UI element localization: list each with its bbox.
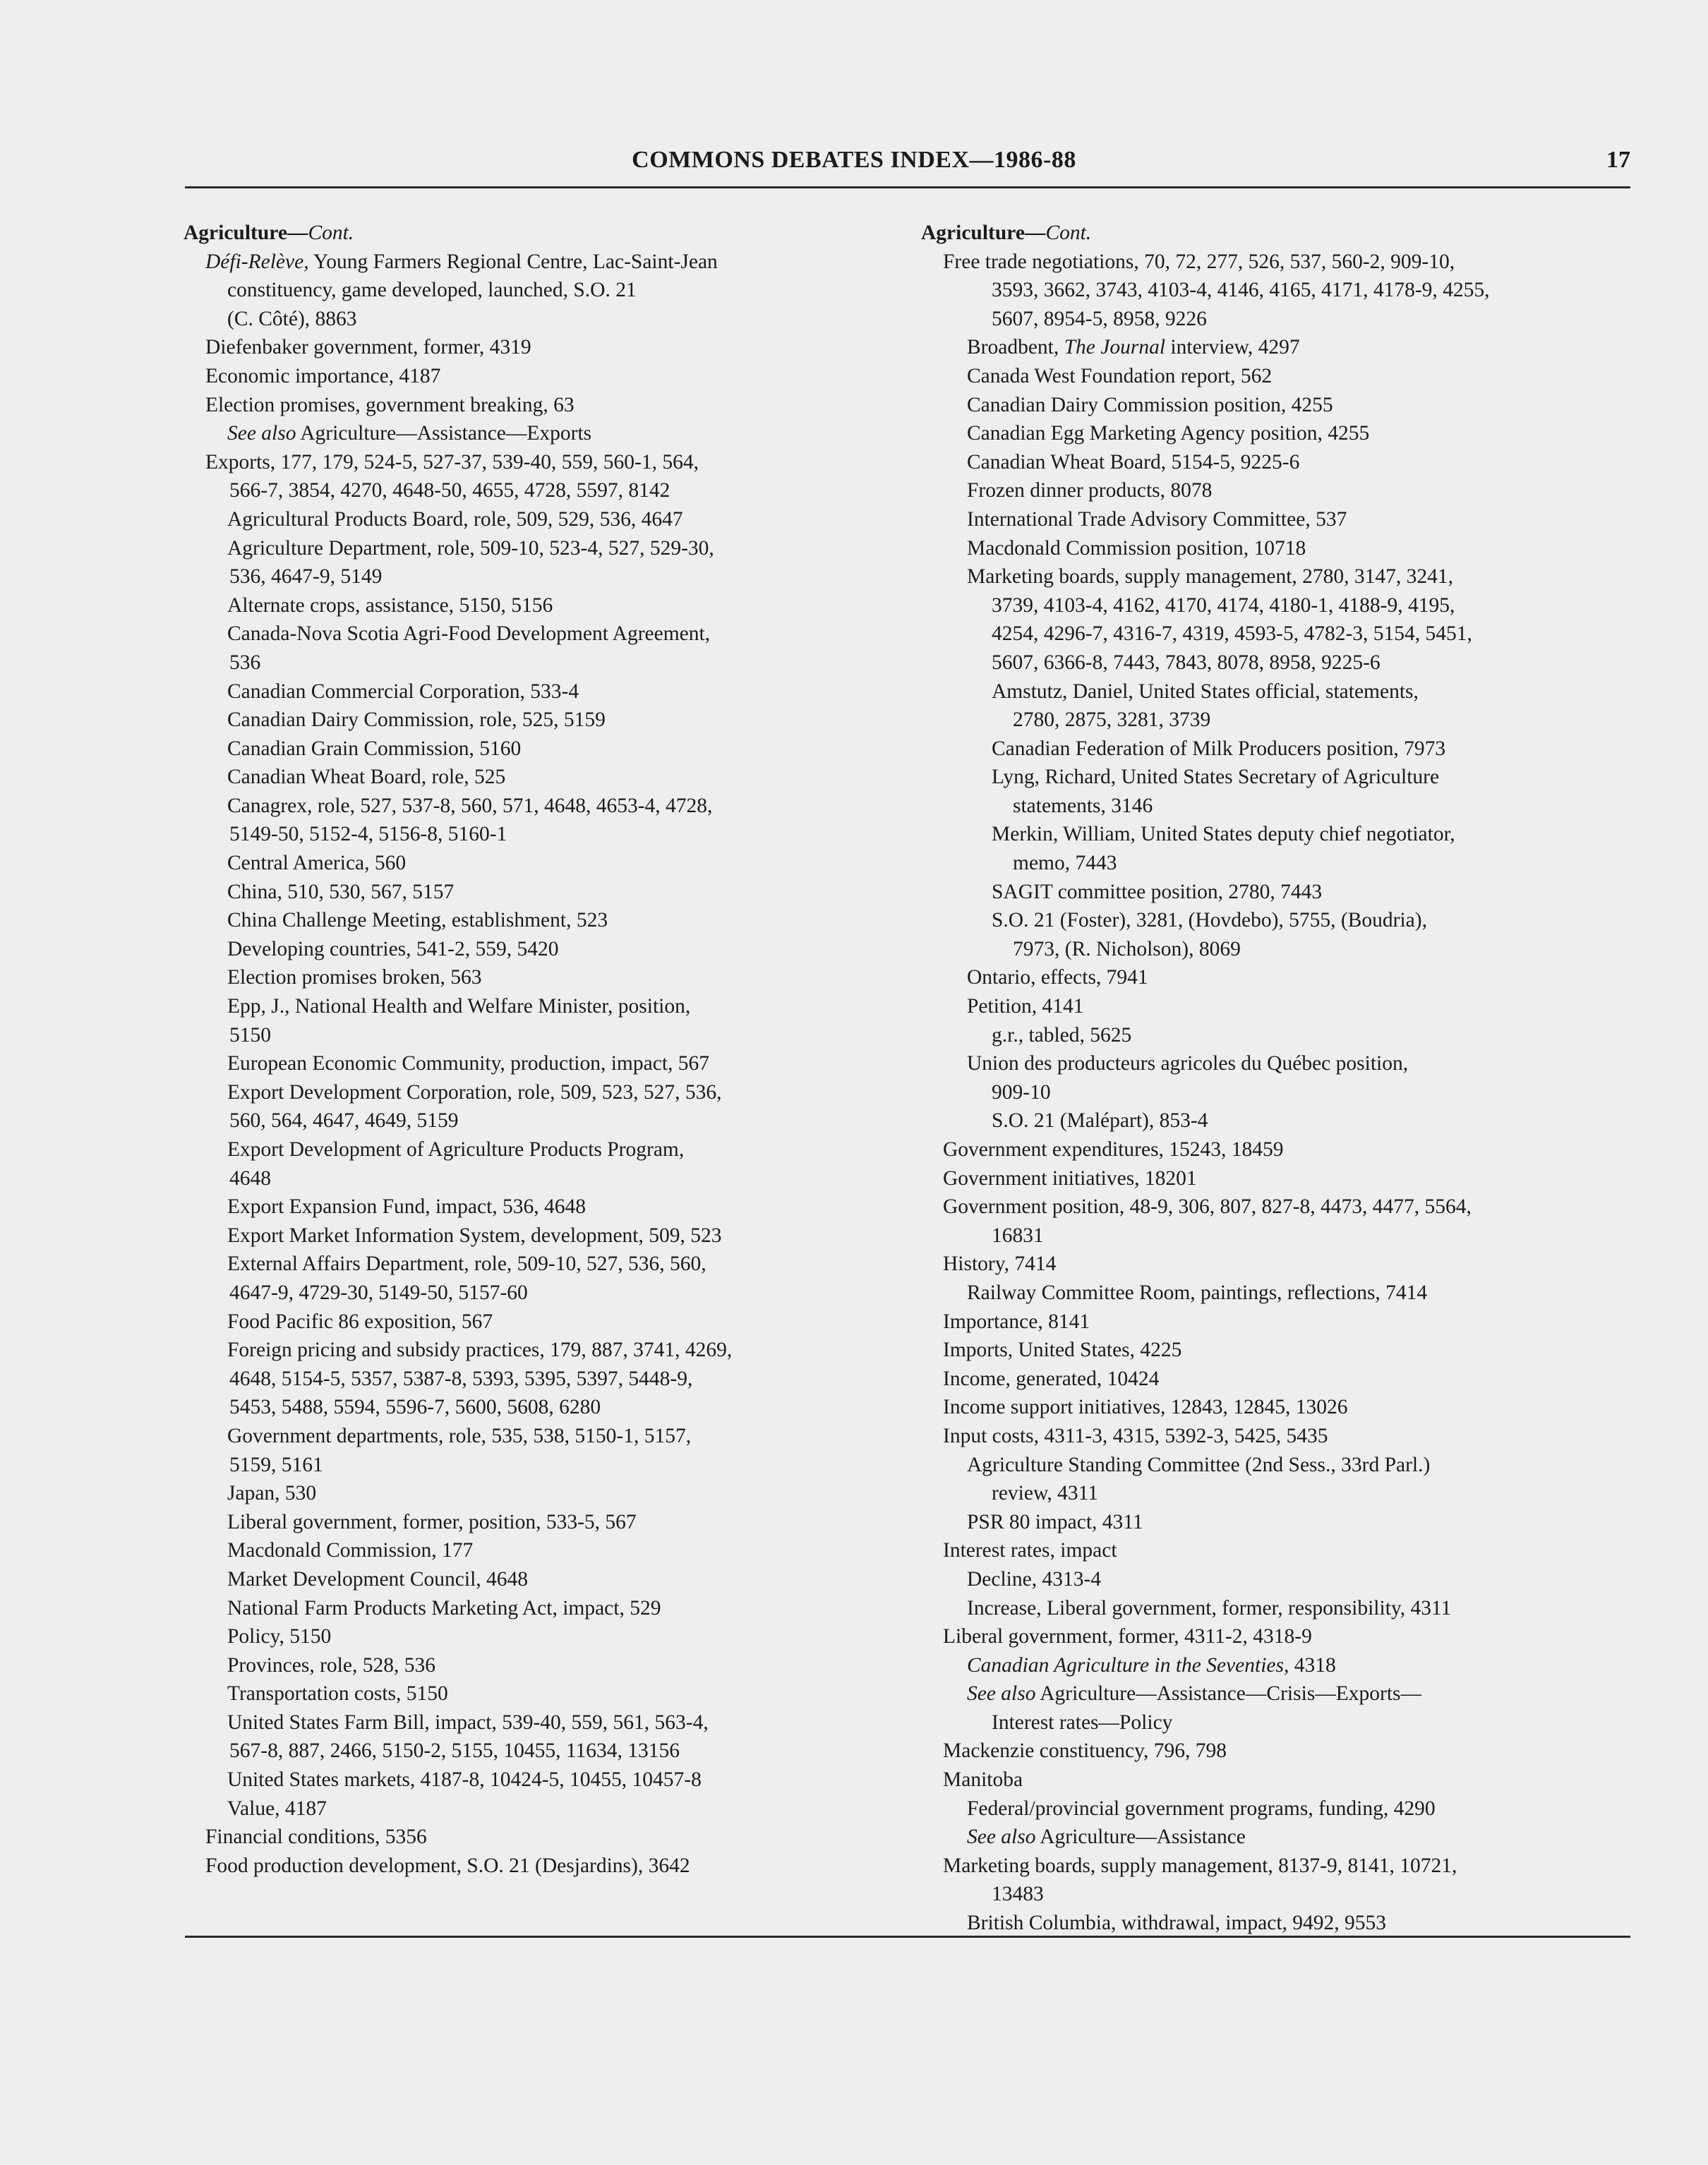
index-entry (184, 906, 889, 935)
index-entry (184, 562, 889, 591)
index-entry (921, 305, 1634, 334)
entry-text: Epp, J., National Health and Welfare Minister, position, (227, 995, 691, 1018)
entry-text: Agriculture— (921, 222, 1046, 244)
entry-text: Canagrex, role, 527, 537-8, 560, 571, 4648, 4653-4, 4728, (227, 794, 713, 817)
entry-text: Manitoba (943, 1768, 1023, 1792)
entry-text: History, 7414 (943, 1253, 1057, 1276)
index-entry (921, 1795, 1634, 1823)
entry-text: (C. Côté), 8863 (227, 307, 357, 330)
index-entry (921, 792, 1634, 821)
entry-text: 5607, 6366-8, 7443, 7843, 8078, 8958, 9225-6 (992, 651, 1381, 674)
entry-text: S.O. 21 (Malépart), 853-4 (992, 1109, 1208, 1133)
entry-text: Importance, 8141 (943, 1310, 1090, 1333)
index-entry (921, 1308, 1634, 1337)
index-entry (921, 1508, 1634, 1537)
entry-text: Japan, 530 (227, 1482, 317, 1505)
page-number: 17 (1606, 147, 1630, 173)
entry-text: 3739, 4103-4, 4162, 4170, 4174, 4180-1, 4188-9, 4195, (992, 593, 1455, 617)
entry-text: Export Market Information System, development, 509, 523 (227, 1224, 722, 1247)
index-entry (921, 1164, 1634, 1193)
entry-text: 536 (229, 651, 261, 674)
entry-text: Developing countries, 541-2, 559, 5420 (227, 937, 559, 960)
entry-text: Canadian Wheat Board, role, 525 (227, 766, 506, 789)
entry-text: Interest rates—Policy (992, 1711, 1173, 1734)
entry-text: Export Expansion Fund, impact, 536, 4648 (227, 1195, 587, 1219)
index-entry (184, 391, 889, 420)
entry-text: Macdonald Commission, 177 (227, 1539, 474, 1562)
entry-text: Liberal government, former, 4311-2, 4318-9 (943, 1625, 1312, 1648)
entry-text: Government expenditures, 15243, 18459 (943, 1138, 1284, 1161)
index-entry (184, 1679, 889, 1708)
entry-text: External Affairs Department, role, 509-10, 527, 536, 560, (227, 1253, 706, 1276)
index-entry (184, 735, 889, 764)
index-entry (184, 1737, 889, 1766)
index-entry (921, 1422, 1634, 1451)
entry-text: Foreign pricing and subsidy practices, 179, 887, 3741, 4269, (227, 1339, 733, 1362)
entry-text: Market Development Council, 4648 (227, 1567, 529, 1591)
entry-text: memo, 7443 (1013, 852, 1117, 875)
index-entry (184, 649, 889, 677)
index-entry (921, 1222, 1634, 1250)
index-entry (921, 1279, 1634, 1308)
entry-text: Government departments, role, 535, 538, 5150-1, 5157, (227, 1424, 692, 1447)
entry-text: 13483 (992, 1883, 1044, 1906)
entry-text: Exports, 177, 179, 524-5, 527-37, 539-40, 559, 560-1, 564, (205, 450, 699, 474)
entry-text: 4254, 4296-7, 4316-7, 4319, 4593-5, 4782-3, 5154, 5451, (992, 622, 1472, 646)
index-entry (184, 1336, 889, 1365)
entry-text: constituency, game developed, launched, S.O. 21 (227, 279, 637, 302)
entry-text: Liberal government, former, position, 533-5, 567 (227, 1510, 637, 1533)
entry-text: Interest rates, impact (943, 1539, 1117, 1562)
entry-text: Input costs, 4311-3, 4315, 5392-3, 5425, 5435 (943, 1424, 1328, 1447)
entry-text: Frozen dinner products, 8078 (967, 479, 1213, 502)
entry-text: 4648 (229, 1166, 271, 1190)
entry-text: Merkin, William, United States deputy chief negotiator, (992, 823, 1455, 846)
entry-text: British Columbia, withdrawal, impact, 9492, 9553 (967, 1912, 1387, 1935)
entry-text: Election promises, government breaking, 63 (205, 393, 575, 416)
index-entry (184, 1135, 889, 1164)
entry-text: 7973, (R. Nicholson), 8069 (1013, 937, 1241, 960)
index-entry (921, 1622, 1634, 1651)
index-entry (921, 591, 1634, 620)
index-entry (921, 1479, 1634, 1508)
index-entry (921, 505, 1634, 534)
index-entry (184, 1823, 889, 1852)
index-entry (921, 1078, 1634, 1107)
index-entry (921, 1135, 1634, 1164)
entry-text: 5149-50, 5152-4, 5156-8, 5160-1 (229, 823, 507, 846)
index-entry (184, 963, 889, 992)
entry-text: Decline, 4313-4 (967, 1567, 1102, 1591)
index-entry (184, 534, 889, 563)
index-entry (184, 1594, 889, 1623)
index-entry (921, 1708, 1634, 1737)
index-entry (921, 1880, 1634, 1909)
entry-text: Agriculture Standing Committee (2nd Sess., 33rd Parl.) (967, 1453, 1431, 1476)
entry-text: Macdonald Commission position, 10718 (967, 536, 1306, 560)
index-entry (921, 706, 1634, 735)
index-entry (184, 1049, 889, 1078)
index-entry (184, 1078, 889, 1107)
index-entry (921, 1766, 1634, 1795)
entry-text: 909-10 (992, 1080, 1051, 1104)
index-entry (921, 1737, 1634, 1766)
left-index-column (184, 219, 889, 1880)
index-entry (921, 1193, 1634, 1222)
entry-text: statements, 3146 (1013, 794, 1153, 817)
entry-text: Alternate crops, assistance, 5150, 5156 (227, 593, 553, 617)
entry-text: 5607, 8954-5, 8958, 9226 (992, 307, 1207, 330)
entry-text: Food production development, S.O. 21 (Desjardins), 3642 (205, 1854, 690, 1877)
index-entry (921, 333, 1634, 362)
index-entry (184, 1536, 889, 1565)
index-entry (184, 1651, 889, 1680)
index-entry (921, 1651, 1634, 1680)
entry-text: Imports, United States, 4225 (943, 1339, 1182, 1362)
entry-text: Mackenzie constituency, 796, 798 (943, 1739, 1227, 1763)
entry-text: Financial conditions, 5356 (205, 1826, 427, 1849)
index-entry (921, 448, 1634, 477)
index-entry (184, 333, 889, 362)
index-entry (184, 763, 889, 792)
entry-text: S.O. 21 (Foster), 3281, (Hovdebo), 5755, (Boudria), (992, 909, 1427, 932)
index-entry (921, 1049, 1634, 1078)
entry-text: Transportation costs, 5150 (227, 1682, 448, 1706)
index-entry (184, 1795, 889, 1823)
index-entry (921, 1393, 1634, 1422)
index-entry (184, 1021, 889, 1050)
entry-text: Canadian Egg Marketing Agency position, 4255 (967, 422, 1370, 445)
entry-text: Broadbent, (967, 336, 1064, 359)
index-entry (921, 935, 1634, 964)
entry-text: Railway Committee Room, paintings, reflections, 7414 (967, 1281, 1428, 1304)
index-entry (921, 735, 1634, 764)
index-entry (184, 1708, 889, 1737)
index-entry (184, 362, 889, 391)
entry-text: 3593, 3662, 3743, 4103-4, 4146, 4165, 4171, 4178-9, 4255, (992, 279, 1490, 302)
index-entry (921, 878, 1634, 907)
index-entry (921, 419, 1634, 448)
running-header-title: COMMONS DEBATES INDEX—1986-88 (632, 147, 1076, 173)
entry-text: United States Farm Bill, impact, 539-40, 559, 561, 563-4, (227, 1711, 709, 1734)
index-entry (921, 248, 1634, 277)
index-entry (184, 1766, 889, 1795)
entry-text: interview, 4297 (1165, 336, 1300, 359)
entry-text: Marketing boards, supply management, 2780, 3147, 3241, (967, 565, 1454, 589)
index-entry (921, 1365, 1634, 1394)
entry-text: Provinces, role, 528, 536 (227, 1653, 435, 1677)
entry-text: Increase, Liberal government, former, responsibility, 4311 (967, 1596, 1452, 1620)
entry-text: 4648, 5154-5, 5357, 5387-8, 5393, 5395, 5397, 5448-9, (229, 1367, 693, 1390)
index-entry (184, 419, 889, 448)
entry-text: Federal/provincial government programs, funding, 4290 (967, 1797, 1436, 1820)
right-index-column (921, 219, 1634, 1938)
index-entry (921, 992, 1634, 1021)
index-entry (921, 562, 1634, 591)
entry-text: Policy, 5150 (227, 1625, 332, 1648)
index-entry (184, 1565, 889, 1594)
footer-rule (185, 1936, 1630, 1938)
entry-text: 4647-9, 4729-30, 5149-50, 5157-60 (229, 1281, 528, 1304)
index-entry (921, 620, 1634, 649)
entry-text: Young Farmers Regional Centre, Lac-Saint-Jean (308, 250, 718, 273)
index-entry (921, 1106, 1634, 1135)
entry-text: review, 4311 (992, 1482, 1099, 1505)
index-entry (184, 706, 889, 735)
entry-italic-text: See also (227, 422, 296, 445)
index-entry (921, 1536, 1634, 1565)
entry-text: 566-7, 3854, 4270, 4648-50, 4655, 4728, 5597, 8142 (229, 479, 670, 502)
index-entry (921, 649, 1634, 677)
entry-text: Diefenbaker government, former, 4319 (205, 336, 531, 359)
index-entry (184, 849, 889, 878)
index-entry (184, 1479, 889, 1508)
index-entry (921, 1852, 1634, 1881)
entry-text: 16831 (992, 1224, 1044, 1247)
entry-text: Food Pacific 86 exposition, 567 (227, 1310, 493, 1333)
index-entry (921, 534, 1634, 563)
entry-italic-text: The Journal (1064, 336, 1166, 359)
index-entry (921, 963, 1634, 992)
entry-italic-text: Cont. (1045, 222, 1092, 244)
entry-italic-text: Défi-Relève, (205, 250, 309, 273)
index-entry (921, 1250, 1634, 1279)
entry-text: SAGIT committee position, 2780, 7443 (992, 880, 1323, 903)
index-entry (184, 878, 889, 907)
index-entry (921, 276, 1634, 305)
entry-text: Income, generated, 10424 (943, 1367, 1160, 1390)
index-entry (184, 248, 889, 277)
index-entry (921, 1594, 1634, 1623)
index-entry (184, 1308, 889, 1337)
index-entry (921, 1679, 1634, 1708)
index-entry (184, 1193, 889, 1222)
index-entry (921, 1336, 1634, 1365)
entry-text: Government initiatives, 18201 (943, 1166, 1197, 1190)
entry-text: China Challenge Meeting, establishment, 523 (227, 909, 608, 932)
entry-text: Agriculture—Assistance—Exports (296, 422, 592, 445)
entry-text: Canadian Dairy Commission position, 4255 (967, 393, 1333, 416)
index-entry (184, 992, 889, 1021)
entry-text: Ontario, effects, 7941 (967, 966, 1148, 989)
entry-text: Export Development of Agriculture Products Program, (227, 1138, 685, 1161)
header-rule (185, 186, 1630, 188)
index-entry (921, 391, 1634, 420)
index-entry (184, 276, 889, 305)
entry-text: European Economic Community, production, impact, 567 (227, 1052, 710, 1075)
index-entry (921, 476, 1634, 505)
index-entry (921, 763, 1634, 792)
entry-italic-text: Cont. (308, 222, 354, 244)
entry-text: g.r., tabled, 5625 (992, 1023, 1132, 1047)
index-entry (921, 677, 1634, 706)
index-entry (921, 1451, 1634, 1480)
entry-text: 5453, 5488, 5594, 5596-7, 5600, 5608, 6280 (229, 1396, 601, 1419)
entry-text: Marketing boards, supply management, 8137-9, 8141, 10721, (943, 1854, 1457, 1877)
entry-text: Free trade negotiations, 70, 72, 277, 526, 537, 560-2, 909-10, (943, 250, 1455, 273)
entry-text: Canadian Commercial Corporation, 533-4 (227, 680, 579, 703)
index-entry (921, 906, 1634, 935)
entry-text: 5159, 5161 (229, 1453, 323, 1476)
entry-text: Value, 4187 (227, 1797, 327, 1820)
index-entry (921, 1823, 1634, 1852)
index-entry (184, 1106, 889, 1135)
entry-text: Union des producteurs agricoles du Québec position, (967, 1052, 1409, 1075)
index-entry (184, 1222, 889, 1250)
entry-text: PSR 80 impact, 4311 (967, 1510, 1143, 1533)
index-entry (921, 1565, 1634, 1594)
index-entry (921, 1909, 1634, 1938)
entry-text: International Trade Advisory Committee, 537 (967, 507, 1347, 531)
entry-text: Income support initiatives, 12843, 12845, 13026 (943, 1396, 1348, 1419)
index-entry (184, 1393, 889, 1422)
index-entry (184, 505, 889, 534)
entry-italic-text: See also (967, 1826, 1036, 1849)
heading-continuation (184, 219, 889, 248)
index-entry (921, 849, 1634, 878)
index-entry (184, 935, 889, 964)
entry-text: Canada-Nova Scotia Agri-Food Development Agreement, (227, 622, 711, 646)
entry-text: Canadian Dairy Commission, role, 525, 5159 (227, 708, 606, 732)
index-entry (184, 1365, 889, 1394)
index-entry (184, 792, 889, 821)
entry-text: Agriculture—Assistance (1035, 1826, 1246, 1849)
index-entry (184, 1451, 889, 1480)
entry-text: Agricultural Products Board, role, 509, 529, 536, 4647 (227, 507, 683, 531)
index-entry (184, 620, 889, 649)
entry-text: Agriculture—Assistance—Crisis—Exports— (1035, 1682, 1422, 1706)
entry-text: 4318 (1289, 1653, 1336, 1677)
index-entry (184, 476, 889, 505)
index-entry (184, 591, 889, 620)
entry-text: Canadian Grain Commission, 5160 (227, 737, 522, 760)
entry-text: Election promises broken, 563 (227, 966, 482, 989)
index-entry (921, 1021, 1634, 1050)
entry-italic-text: Canadian Agriculture in the Seventies, (967, 1653, 1289, 1677)
index-entry (921, 362, 1634, 391)
entry-text: 536, 4647-9, 5149 (229, 565, 383, 589)
entry-text: United States markets, 4187-8, 10424-5, 10455, 10457-8 (227, 1768, 702, 1792)
entry-text: Export Development Corporation, role, 509, 523, 527, 536, (227, 1080, 722, 1104)
entry-text: 560, 564, 4647, 4649, 5159 (229, 1109, 459, 1133)
entry-text: Agriculture Department, role, 509-10, 523-4, 527, 529-30, (227, 536, 714, 560)
entry-text: Government position, 48-9, 306, 807, 827-8, 4473, 4477, 5564, (943, 1195, 1472, 1219)
entry-text: Canadian Federation of Milk Producers position, 7973 (992, 737, 1446, 760)
index-entry (184, 1852, 889, 1881)
heading-continuation (921, 219, 1634, 248)
entry-text: Canadian Wheat Board, 5154-5, 9225-6 (967, 450, 1300, 474)
index-entry (184, 820, 889, 849)
index-entry (184, 1422, 889, 1451)
entry-text: Lyng, Richard, United States Secretary of Agriculture (992, 766, 1440, 789)
entry-text: 2780, 2875, 3281, 3739 (1013, 708, 1211, 732)
entry-text: 5150 (229, 1023, 271, 1047)
entry-text: China, 510, 530, 567, 5157 (227, 880, 455, 903)
index-entry (184, 1250, 889, 1279)
entry-text: Canada West Foundation report, 562 (967, 364, 1273, 387)
index-entry (184, 448, 889, 477)
entry-text: National Farm Products Marketing Act, impact, 529 (227, 1596, 661, 1620)
entry-text: Central America, 560 (227, 852, 407, 875)
entry-text: Amstutz, Daniel, United States official, statements, (992, 680, 1419, 703)
index-entry (184, 677, 889, 706)
entry-text: 567-8, 887, 2466, 5150-2, 5155, 10455, 11634, 13156 (229, 1739, 680, 1763)
index-entry (184, 1164, 889, 1193)
entry-italic-text: See also (967, 1682, 1036, 1706)
entry-text: Economic importance, 4187 (205, 364, 441, 387)
index-entry (921, 820, 1634, 849)
index-entry (184, 1279, 889, 1308)
entry-text: Petition, 4141 (967, 995, 1084, 1018)
index-entry (184, 305, 889, 334)
entry-text: Agriculture— (184, 222, 308, 244)
index-entry (184, 1508, 889, 1537)
index-entry (184, 1622, 889, 1651)
